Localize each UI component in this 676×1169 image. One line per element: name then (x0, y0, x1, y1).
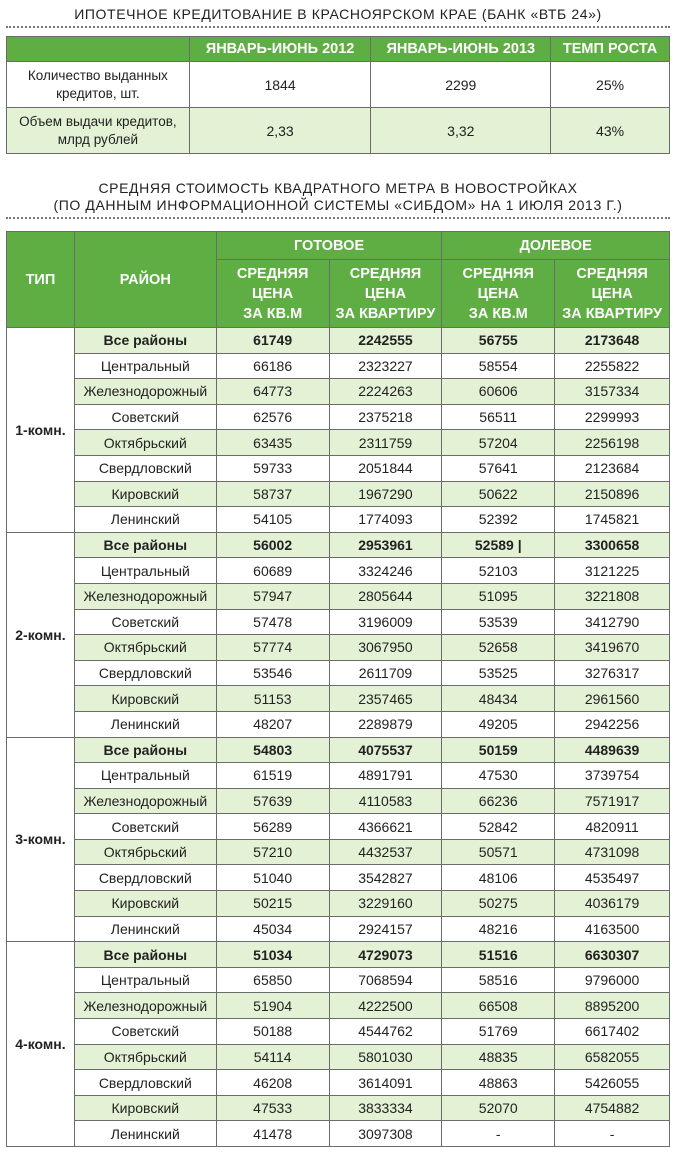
header-ready-price-m2 (216, 260, 329, 328)
label-line: Объем выдачи кредитов, (19, 113, 177, 129)
shared-price-m2-cell: 66508 (442, 993, 555, 1019)
title-divider (6, 26, 670, 28)
shared-price-m2-cell: 57204 (442, 430, 555, 456)
ready-price-m2-cell: 57639 (216, 788, 329, 814)
district-cell: Центральный (74, 353, 216, 379)
table-row-all-districts (7, 942, 670, 968)
header-line: ЦЕНА (364, 285, 407, 302)
ready-price-flat-cell: 7068594 (329, 967, 442, 993)
ready-price-m2-cell: 64773 (216, 379, 329, 405)
header-line: ЦЕНА (252, 285, 294, 302)
table-row (7, 583, 670, 609)
shared-price-flat-cell: 7571917 (555, 788, 670, 814)
ready-price-flat-cell: 4110583 (329, 788, 442, 814)
header-line: ЗА КВАРТИРУ (335, 305, 436, 322)
shared-price-m2-cell: 49205 (442, 711, 555, 737)
table-row (7, 839, 670, 865)
shared-price-flat-cell: 4036179 (555, 891, 670, 917)
ready-price-m2-cell: 47533 (216, 1095, 329, 1121)
header-line: ЗА КВ.М (243, 305, 303, 322)
mortgage-header-empty (7, 37, 190, 62)
table-row (7, 660, 670, 686)
ready-price-m2-cell: 56002 (216, 532, 329, 558)
shared-price-m2-cell: 58516 (442, 967, 555, 993)
prices-table-body (7, 328, 670, 1147)
ready-price-flat-cell: 2953961 (329, 532, 442, 558)
ready-price-m2-cell: 61519 (216, 763, 329, 789)
ready-price-flat-cell: 3097308 (329, 1121, 442, 1147)
shared-price-m2-cell: 57641 (442, 455, 555, 481)
ready-price-m2-cell: 51904 (216, 993, 329, 1019)
shared-price-m2-cell: 56755 (442, 328, 555, 354)
table-row (7, 379, 670, 405)
ready-price-m2-cell: 54803 (216, 737, 329, 763)
ready-price-m2-cell: 63435 (216, 430, 329, 456)
ready-price-flat-cell: 1774093 (329, 507, 442, 533)
ready-price-flat-cell: 3196009 (329, 609, 442, 635)
district-cell: Все районы (74, 942, 216, 968)
shared-price-flat-cell: 3276317 (555, 660, 670, 686)
shared-price-m2-cell: 51095 (442, 583, 555, 609)
district-cell: Ленинский (74, 507, 216, 533)
ready-price-flat-cell: 2805644 (329, 583, 442, 609)
district-cell: Советский (74, 1019, 216, 1045)
table-row (7, 686, 670, 712)
table-row (7, 1095, 670, 1121)
ready-price-m2-cell: 54114 (216, 1044, 329, 1070)
table-row (7, 609, 670, 635)
shared-price-flat-cell: 2961560 (555, 686, 670, 712)
district-cell: Свердловский (74, 865, 216, 891)
header-type: ТИП (7, 232, 75, 328)
ready-price-m2-cell: 58737 (216, 481, 329, 507)
district-cell: Советский (74, 609, 216, 635)
shared-price-m2-cell: 52842 (442, 814, 555, 840)
ready-price-flat-cell: 2357465 (329, 686, 442, 712)
ready-price-m2-cell: 48207 (216, 711, 329, 737)
header-ready: ГОТОВОЕ (216, 232, 442, 260)
table-row (7, 430, 670, 456)
district-cell: Все районы (74, 532, 216, 558)
ready-price-flat-cell: 2323227 (329, 353, 442, 379)
shared-price-m2-cell: 52103 (442, 558, 555, 584)
header-shared-price-flat (555, 260, 670, 328)
header-line: ЗА КВ.М (468, 305, 528, 322)
mortgage-header-growth: ТЕМП РОСТА (551, 37, 670, 62)
shared-price-flat-cell: 6617402 (555, 1019, 670, 1045)
shared-price-m2-cell: 52070 (442, 1095, 555, 1121)
shared-price-flat-cell: 3300658 (555, 532, 670, 558)
table-row (7, 1019, 670, 1045)
district-cell: Октябрьский (74, 1044, 216, 1070)
ready-price-m2-cell: 60689 (216, 558, 329, 584)
shared-price-flat-cell: 3121225 (555, 558, 670, 584)
district-cell: Свердловский (74, 1070, 216, 1096)
table-row (7, 865, 670, 891)
value-2013: 3,32 (371, 108, 551, 154)
district-cell: Кировский (74, 1095, 216, 1121)
shared-price-flat-cell: 4731098 (555, 839, 670, 865)
shared-price-m2-cell: 50622 (442, 481, 555, 507)
table-row (7, 558, 670, 584)
label-line: млрд рублей (57, 131, 138, 147)
ready-price-m2-cell: 57478 (216, 609, 329, 635)
value-2013: 2299 (371, 62, 551, 108)
shared-price-flat-cell: 3221808 (555, 583, 670, 609)
mortgage-header-2012: ЯНВАРЬ-ИЮНЬ 2012 (189, 37, 371, 62)
shared-price-m2-cell: 66236 (442, 788, 555, 814)
shared-price-m2-cell: 50275 (442, 891, 555, 917)
shared-price-m2-cell: 51769 (442, 1019, 555, 1045)
header-shared: ДОЛЕВОЕ (442, 232, 670, 260)
mortgage-table (6, 36, 670, 154)
header-line: СРЕДНЯЯ (349, 265, 422, 282)
shared-price-m2-cell: 53525 (442, 660, 555, 686)
header-line: ЦЕНА (591, 285, 633, 302)
ready-price-m2-cell: 61749 (216, 328, 329, 354)
prices-table (6, 231, 670, 1147)
room-type-cell: 4-комн. (7, 942, 75, 1147)
table-row (7, 1121, 670, 1147)
district-cell: Центральный (74, 763, 216, 789)
table-row (7, 507, 670, 533)
shared-price-flat-cell: - (555, 1121, 670, 1147)
ready-price-flat-cell: 3542827 (329, 865, 442, 891)
header-ready-price-flat (329, 260, 442, 328)
header-line: ЦЕНА (477, 285, 519, 302)
ready-price-m2-cell: 65850 (216, 967, 329, 993)
table-row (7, 814, 670, 840)
mortgage-row (7, 108, 670, 154)
mortgage-row-label (7, 108, 190, 154)
ready-price-m2-cell: 45034 (216, 916, 329, 942)
shared-price-flat-cell: 2173648 (555, 328, 670, 354)
ready-price-m2-cell: 51040 (216, 865, 329, 891)
prices-header-row (7, 232, 670, 260)
value-growth: 25% (551, 62, 670, 108)
ready-price-m2-cell: 50215 (216, 891, 329, 917)
district-cell: Свердловский (74, 455, 216, 481)
shared-price-flat-cell: 4489639 (555, 737, 670, 763)
ready-price-flat-cell: 5801030 (329, 1044, 442, 1070)
district-cell: Октябрьский (74, 430, 216, 456)
mortgage-row-label (7, 62, 190, 108)
shared-price-flat-cell: 2150896 (555, 481, 670, 507)
district-cell: Советский (74, 404, 216, 430)
prices-title-line: СРЕДНЯЯ СТОИМОСТЬ КВАДРАТНОГО МЕТРА В НОВОСТРОЙКАХ (98, 180, 578, 196)
shared-price-m2-cell: 60606 (442, 379, 555, 405)
ready-price-flat-cell: 3324246 (329, 558, 442, 584)
ready-price-m2-cell: 57774 (216, 635, 329, 661)
table-row-all-districts (7, 737, 670, 763)
prices-title-line: (ПО ДАННЫМ ИНФОРМАЦИОННОЙ СИСТЕМЫ «СИБДОМ» НА 1 ИЮЛЯ 2013 Г.) (53, 197, 623, 213)
shared-price-m2-cell: 48863 (442, 1070, 555, 1096)
ready-price-m2-cell: 41478 (216, 1121, 329, 1147)
header-line: СРЕДНЯЯ (576, 265, 648, 282)
district-cell: Железнодорожный (74, 583, 216, 609)
shared-price-m2-cell: 58554 (442, 353, 555, 379)
shared-price-flat-cell: 6582055 (555, 1044, 670, 1070)
shared-price-flat-cell: 6630307 (555, 942, 670, 968)
room-type-cell: 3-комн. (7, 737, 75, 942)
table-row (7, 916, 670, 942)
district-cell: Центральный (74, 967, 216, 993)
header-line: СРЕДНЯЯ (462, 265, 534, 282)
ready-price-m2-cell: 54105 (216, 507, 329, 533)
district-cell: Свердловский (74, 660, 216, 686)
ready-price-flat-cell: 3067950 (329, 635, 442, 661)
district-cell: Октябрьский (74, 635, 216, 661)
shared-price-flat-cell: 2299993 (555, 404, 670, 430)
ready-price-flat-cell: 2224263 (329, 379, 442, 405)
ready-price-flat-cell: 2375218 (329, 404, 442, 430)
shared-price-flat-cell: 5426055 (555, 1070, 670, 1096)
district-cell: Железнодорожный (74, 993, 216, 1019)
shared-price-m2-cell: 53539 (442, 609, 555, 635)
ready-price-m2-cell: 50188 (216, 1019, 329, 1045)
shared-price-flat-cell: 9796000 (555, 967, 670, 993)
district-cell: Железнодорожный (74, 379, 216, 405)
district-cell: Железнодорожный (74, 788, 216, 814)
ready-price-flat-cell: 4891791 (329, 763, 442, 789)
room-type-cell: 2-комн. (7, 532, 75, 737)
ready-price-m2-cell: 66186 (216, 353, 329, 379)
mortgage-table-title: ИПОТЕЧНОЕ КРЕДИТОВАНИЕ В КРАСНОЯРСКОМ КРАЕ (БАНК «ВТБ 24») (74, 6, 602, 22)
shared-price-flat-cell: 2255822 (555, 353, 670, 379)
table-row (7, 635, 670, 661)
table-row (7, 353, 670, 379)
shared-price-flat-cell: 2942256 (555, 711, 670, 737)
shared-price-m2-cell: 48106 (442, 865, 555, 891)
header-line: СРЕДНЯЯ (236, 265, 309, 282)
district-cell: Кировский (74, 481, 216, 507)
shared-price-flat-cell: 3412790 (555, 609, 670, 635)
ready-price-flat-cell: 2051844 (329, 455, 442, 481)
ready-price-m2-cell: 53546 (216, 660, 329, 686)
shared-price-flat-cell: 4535497 (555, 865, 670, 891)
shared-price-flat-cell: 4754882 (555, 1095, 670, 1121)
title-divider (6, 217, 670, 219)
district-cell: Кировский (74, 686, 216, 712)
shared-price-m2-cell: 52658 (442, 635, 555, 661)
table-row (7, 788, 670, 814)
ready-price-m2-cell: 57947 (216, 583, 329, 609)
district-cell: Центральный (74, 558, 216, 584)
shared-price-flat-cell: 3739754 (555, 763, 670, 789)
shared-price-m2-cell: 56511 (442, 404, 555, 430)
ready-price-m2-cell: 59733 (216, 455, 329, 481)
header-district: РАЙОН (74, 232, 216, 328)
table-row (7, 1044, 670, 1070)
ready-price-m2-cell: 57210 (216, 839, 329, 865)
shared-price-flat-cell: 8895200 (555, 993, 670, 1019)
district-cell: Ленинский (74, 711, 216, 737)
value-growth: 43% (551, 108, 670, 154)
table-row (7, 455, 670, 481)
room-type-cell: 1-комн. (7, 328, 75, 533)
shared-price-m2-cell: 48835 (442, 1044, 555, 1070)
district-cell: Ленинский (74, 1121, 216, 1147)
mortgage-header-2013: ЯНВАРЬ-ИЮНЬ 2013 (371, 37, 551, 62)
table-row (7, 481, 670, 507)
ready-price-flat-cell: 3229160 (329, 891, 442, 917)
shared-price-m2-cell: 52589 | (442, 532, 555, 558)
ready-price-flat-cell: 2924157 (329, 916, 442, 942)
table-row (7, 993, 670, 1019)
ready-price-m2-cell: 62576 (216, 404, 329, 430)
ready-price-flat-cell: 1967290 (329, 481, 442, 507)
shared-price-m2-cell: 48216 (442, 916, 555, 942)
table-row (7, 1070, 670, 1096)
district-cell: Кировский (74, 891, 216, 917)
label-line: кредитов, шт. (56, 85, 140, 101)
ready-price-flat-cell: 4432537 (329, 839, 442, 865)
table-row (7, 404, 670, 430)
ready-price-flat-cell: 4729073 (329, 942, 442, 968)
mortgage-row (7, 62, 670, 108)
value-2012: 1844 (189, 62, 371, 108)
ready-price-flat-cell: 2311759 (329, 430, 442, 456)
header-line: ЗА КВАРТИРУ (562, 305, 663, 322)
shared-price-m2-cell: 48434 (442, 686, 555, 712)
district-cell: Советский (74, 814, 216, 840)
ready-price-flat-cell: 3614091 (329, 1070, 442, 1096)
shared-price-m2-cell: 50571 (442, 839, 555, 865)
ready-price-flat-cell: 4222500 (329, 993, 442, 1019)
table-row-all-districts (7, 532, 670, 558)
shared-price-m2-cell: 50159 (442, 737, 555, 763)
shared-price-flat-cell: 3157334 (555, 379, 670, 405)
shared-price-m2-cell: 51516 (442, 942, 555, 968)
header-shared-price-m2 (442, 260, 555, 328)
ready-price-m2-cell: 46208 (216, 1070, 329, 1096)
table-row (7, 711, 670, 737)
ready-price-flat-cell: 4544762 (329, 1019, 442, 1045)
shared-price-m2-cell: - (442, 1121, 555, 1147)
ready-price-flat-cell: 4075537 (329, 737, 442, 763)
ready-price-flat-cell: 2289879 (329, 711, 442, 737)
ready-price-m2-cell: 51153 (216, 686, 329, 712)
table-row (7, 763, 670, 789)
value-2012: 2,33 (189, 108, 371, 154)
table-row-all-districts (7, 328, 670, 354)
district-cell: Октябрьский (74, 839, 216, 865)
table-row (7, 967, 670, 993)
table-row (7, 891, 670, 917)
shared-price-m2-cell: 47530 (442, 763, 555, 789)
district-cell: Ленинский (74, 916, 216, 942)
ready-price-flat-cell: 2242555 (329, 328, 442, 354)
shared-price-flat-cell: 2256198 (555, 430, 670, 456)
shared-price-flat-cell: 1745821 (555, 507, 670, 533)
ready-price-flat-cell: 4366621 (329, 814, 442, 840)
shared-price-flat-cell: 2123684 (555, 455, 670, 481)
label-line: Количество выданных (27, 67, 168, 83)
ready-price-flat-cell: 3833334 (329, 1095, 442, 1121)
ready-price-m2-cell: 51034 (216, 942, 329, 968)
shared-price-m2-cell: 52392 (442, 507, 555, 533)
district-cell: Все районы (74, 328, 216, 354)
shared-price-flat-cell: 3419670 (555, 635, 670, 661)
ready-price-m2-cell: 56289 (216, 814, 329, 840)
ready-price-flat-cell: 2611709 (329, 660, 442, 686)
district-cell: Все районы (74, 737, 216, 763)
shared-price-flat-cell: 4163500 (555, 916, 670, 942)
mortgage-header-row (7, 37, 670, 62)
prices-table-title (0, 180, 676, 214)
shared-price-flat-cell: 4820911 (555, 814, 670, 840)
